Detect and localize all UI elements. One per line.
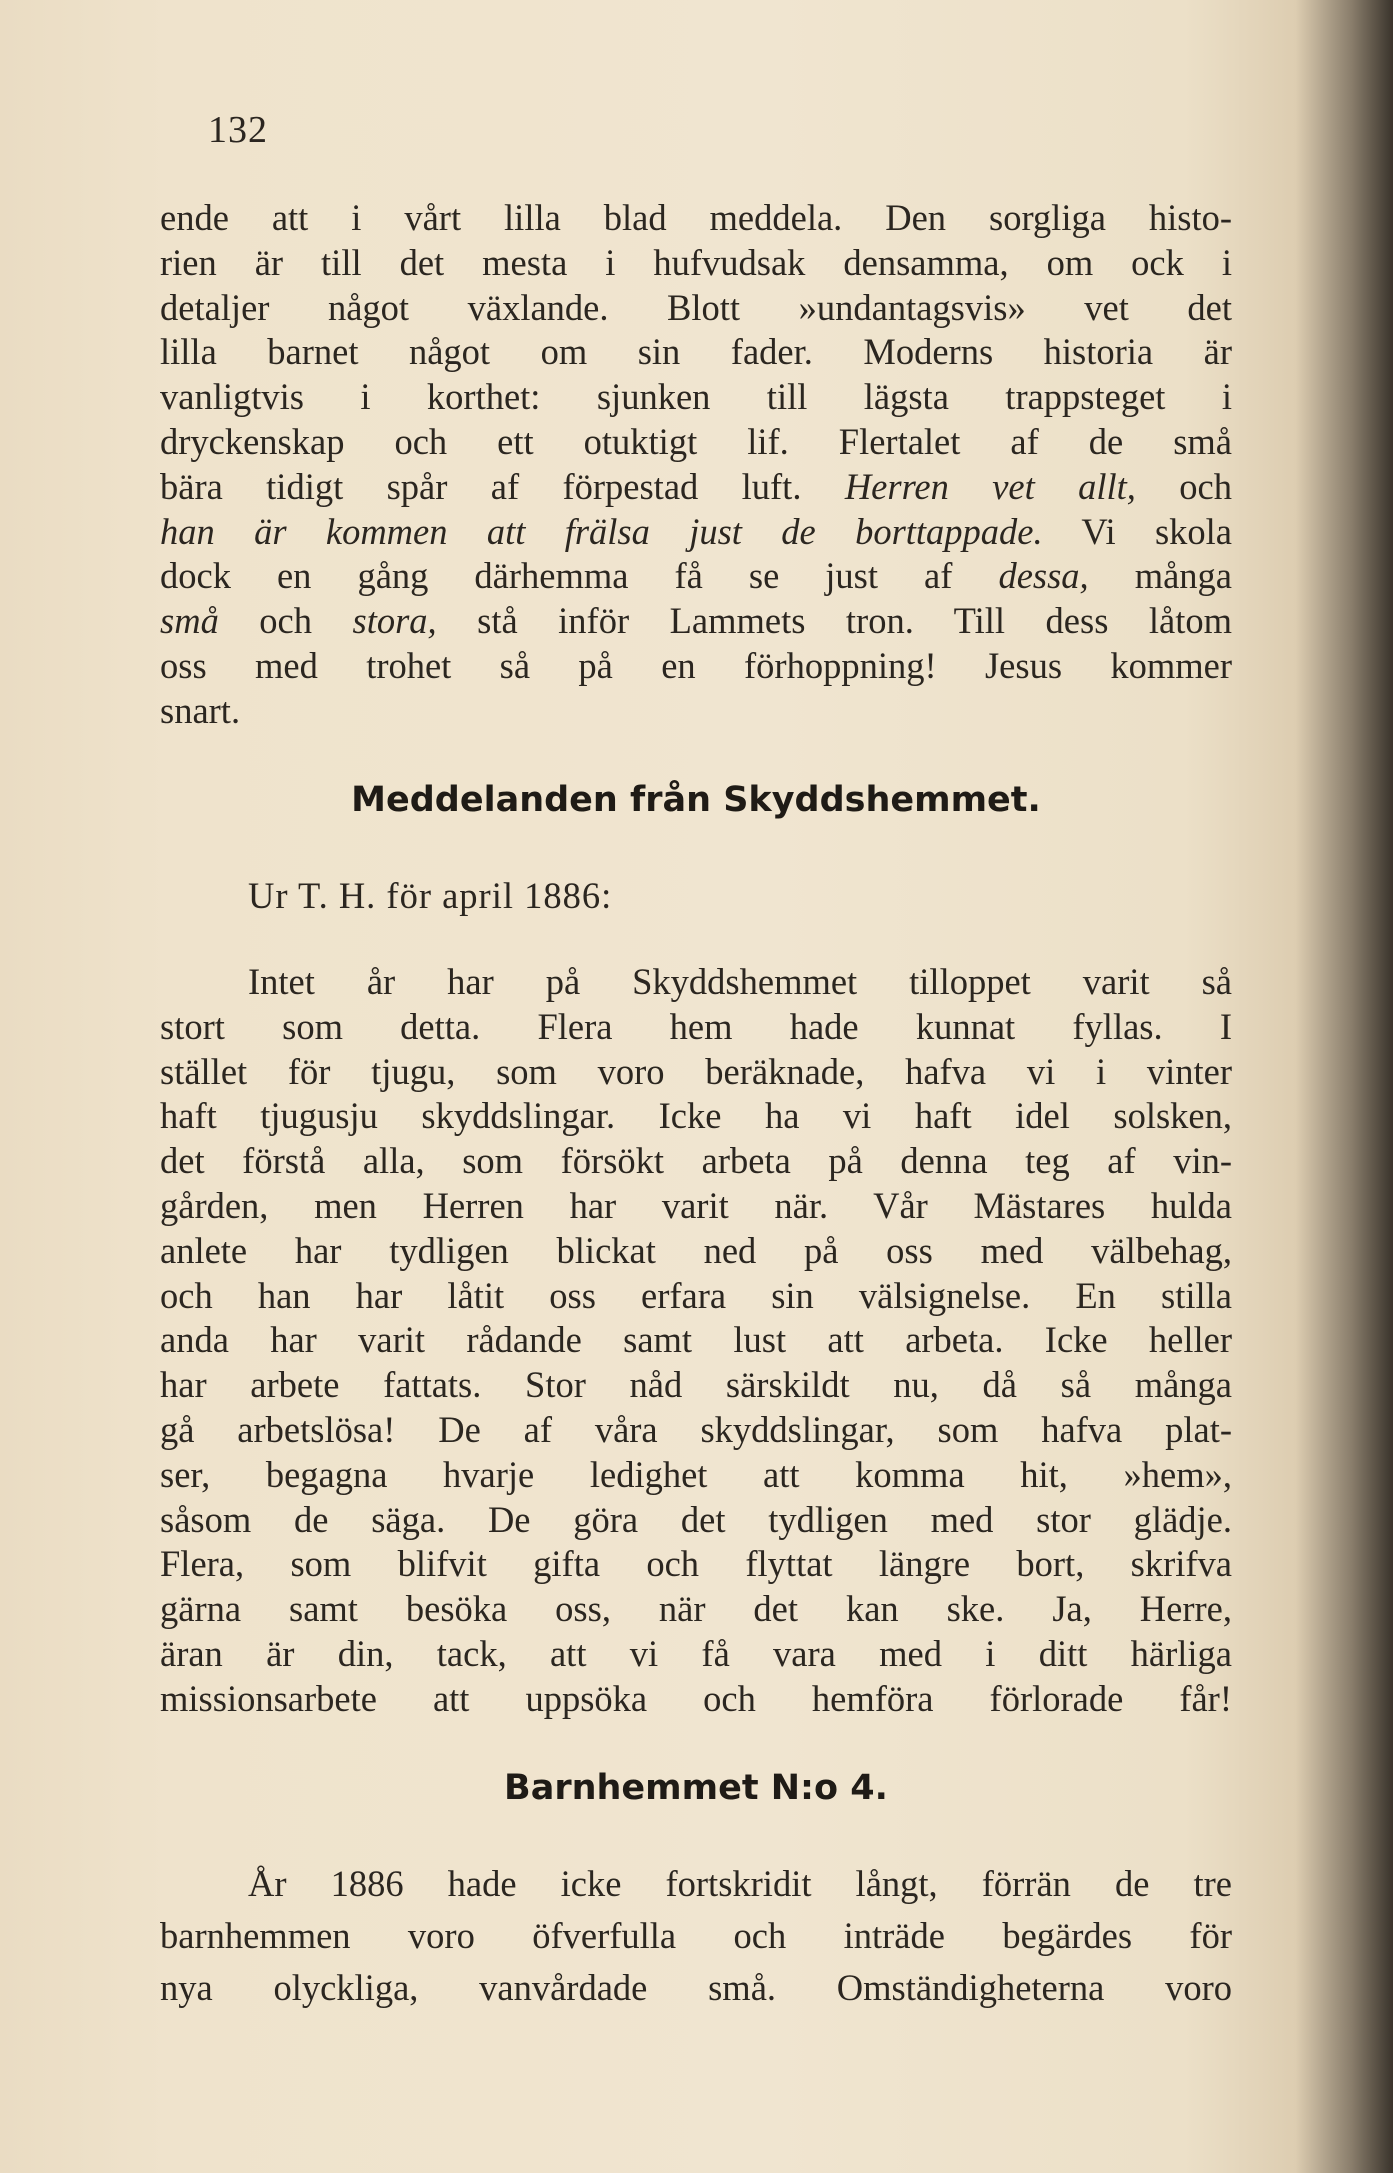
text-line: År 1886 hade icke fortskridit långt, förrän de tre	[248, 1863, 1232, 1904]
text-line: gärna samt besöka oss, när det kan ske. Ja, Herre,	[160, 1588, 1232, 1630]
text-line: dryckenskap och ett otuktigt lif. Flertalet af de små	[160, 420, 1232, 462]
text-line: gå arbetslösa! De af våra skyddslingar, som hafva plat-	[160, 1408, 1232, 1450]
text-line: såsom de säga. De göra det tydligen med stor glädje.	[160, 1498, 1232, 1540]
text-line: oss med trohet så på en förhoppning! Jesus kommer	[160, 644, 1232, 686]
text-line: gården, men Herren har varit när. Vår Mästares hulda	[160, 1184, 1232, 1226]
text-line: lilla barnet något om sin fader. Moderns historia är	[160, 331, 1232, 373]
italic-text: han är kommen att frälsa just de borttappade.	[160, 510, 1043, 552]
middle-paragraph	[160, 960, 1232, 1722]
section-heading-skyddshemmet: Meddelanden från Skyddshemmet.	[351, 780, 1041, 820]
italic-text: små	[160, 600, 219, 642]
text-line: barnhemmen voro öfverfulla och inträde begärdes för	[160, 1915, 1232, 1956]
text-line: missionsarbete att uppsöka och hemföra förlorade får!	[160, 1677, 1232, 1719]
section-heading-barnhemmet: Barnhemmet N:o 4.	[504, 1768, 888, 1808]
text-line: bära tidigt spår af förpestad luft. Herren vet allt, och	[160, 465, 1232, 507]
text-line: anlete har tydligen blickat ned på oss med välbehag,	[160, 1229, 1232, 1271]
text-line: och han har låtit oss erfara sin välsignelse. En stilla	[160, 1274, 1232, 1316]
text-line: dock en gång därhemma få se just af dessa, många	[160, 555, 1232, 597]
text-line: rien är till det mesta i hufvudsak densamma, om ock i	[160, 241, 1232, 283]
text-line: ende att i vårt lilla blad meddela. Den sorgliga histo-	[160, 197, 1232, 238]
text-line: äran är din, tack, att vi få vara med i ditt härliga	[160, 1632, 1232, 1674]
bottom-paragraph	[160, 1858, 1232, 2014]
text-line: stället för tjugu, som voro beräknade, hafva vi i vinter	[160, 1050, 1232, 1092]
text-line: haft tjugusju skyddslingar. Icke ha vi haft idel solsken,	[160, 1095, 1232, 1137]
text-line: anda har varit rådande samt lust att arbeta. Icke heller	[160, 1319, 1232, 1361]
page-number: 132	[208, 109, 268, 151]
text-line: nya olyckliga, vanvårdade små. Omständigheterna voro	[160, 1967, 1232, 2008]
text-line: har arbete fattats. Stor nåd särskildt nu, då så många	[160, 1364, 1232, 1406]
text-line: detaljer något växlande. Blott »undantagsvis» vet det	[160, 286, 1232, 328]
text-line: snart.	[160, 689, 241, 731]
italic-text: Herren vet allt,	[844, 465, 1136, 507]
text-line: stort som detta. Flera hem hade kunnat fyllas. I	[160, 1005, 1232, 1047]
text-line: Flera, som blifvit gifta och flyttat längre bort, skrifva	[160, 1543, 1232, 1585]
source-line: Ur T. H. för april 1886:	[248, 875, 613, 916]
italic-text: stora,	[352, 600, 437, 642]
text-line: små och stora, stå inför Lammets tron. Till dess låtom	[160, 600, 1232, 642]
top-paragraph	[160, 196, 1232, 734]
text-line: Intet år har på Skyddshemmet tilloppet varit så	[248, 961, 1232, 1002]
text-line: det förstå alla, som försökt arbeta på denna teg af vin-	[160, 1140, 1232, 1182]
text-line: vanligtvis i korthet: sjunken till lägsta trappsteget i	[160, 376, 1232, 418]
text-line: ser, begagna hvarje ledighet att komma hit, »hem»,	[160, 1453, 1232, 1495]
italic-text: dessa,	[998, 555, 1089, 597]
text-line: han är kommen att frälsa just de borttappade. Vi skola	[160, 510, 1233, 552]
